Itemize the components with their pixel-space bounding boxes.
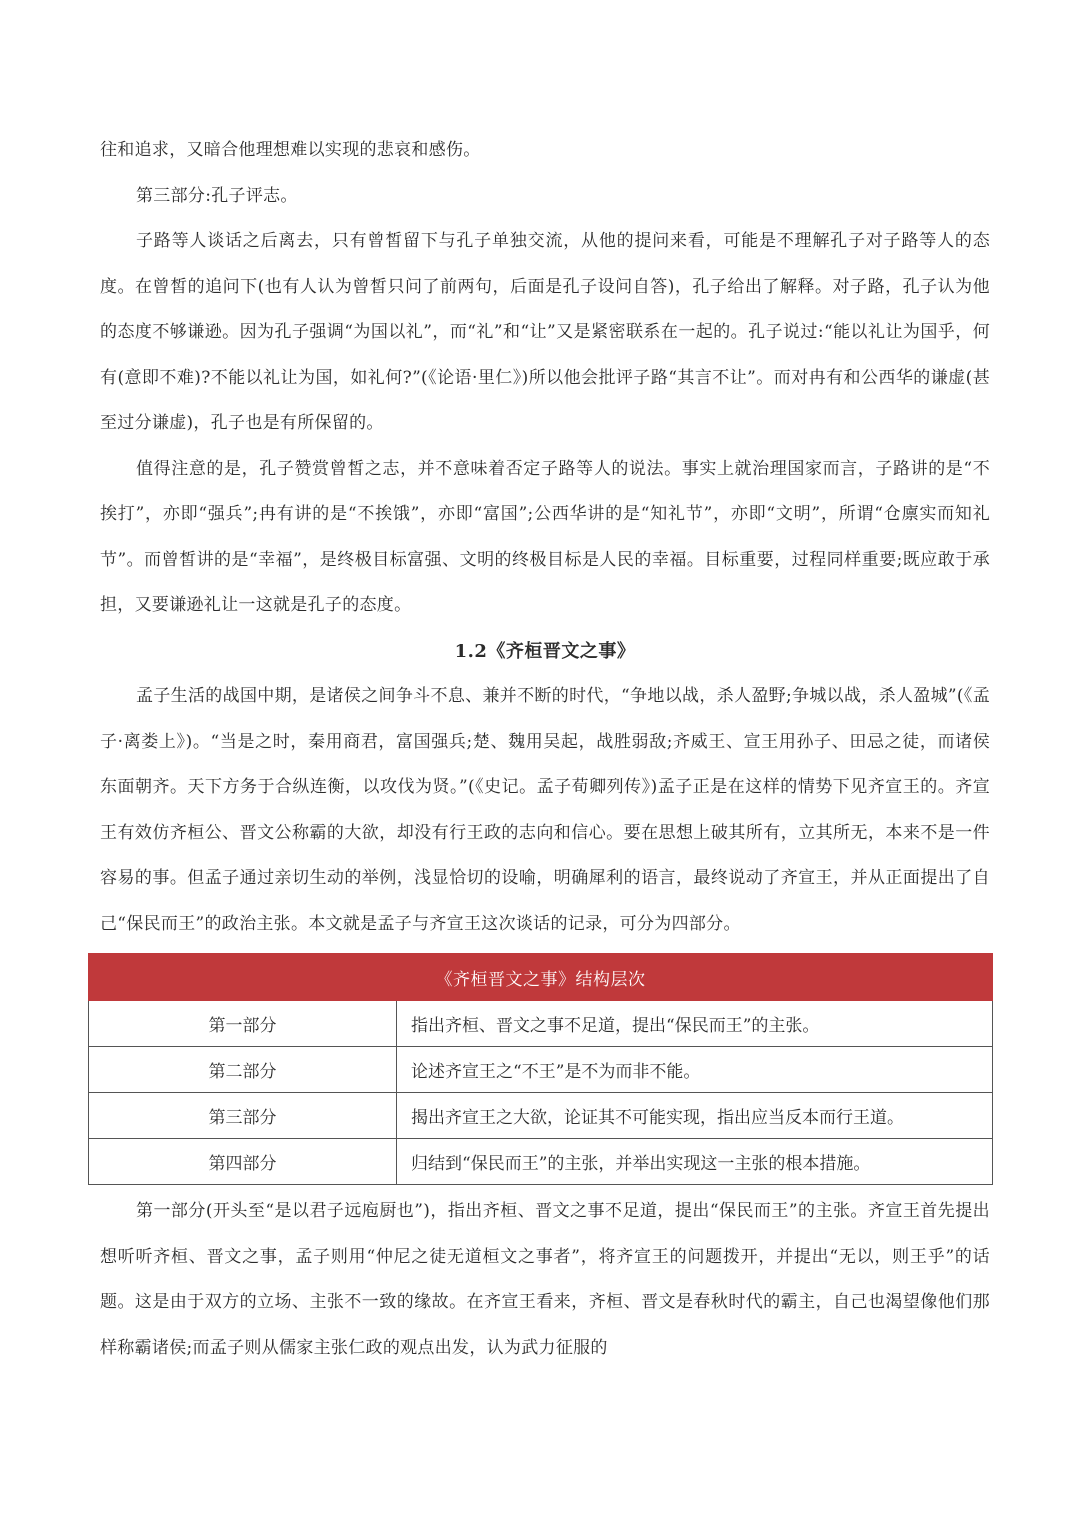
table-row	[89, 1093, 993, 1139]
table-title: 《齐桓晋文之事》结构层次	[89, 954, 993, 1001]
table-row	[89, 1047, 993, 1093]
paragraph-part-three-label: 第三部分:孔子评志。	[136, 185, 298, 206]
table-cell-part: 第一部分	[89, 1001, 397, 1047]
middle-paragraphs	[100, 674, 990, 947]
table-row	[89, 1139, 993, 1185]
table-cell-desc: 归结到“保民而王”的主张，并举出实现这一主张的根本措施。	[397, 1139, 993, 1185]
structure-table	[88, 953, 993, 1185]
table-cell-part: 第四部分	[89, 1139, 397, 1185]
table-cell-part: 第二部分	[89, 1047, 397, 1093]
paragraph-mencius-background: 孟子生活的战国中期，是诸侯之间争斗不息、兼并不断的时代，“争地以战，杀人盈野;争城以战，杀人盈城”(《孟子·离娄上》)。“当是之时，秦用商君，富国强兵;楚、魏用吴起，战胜弱敌;齐威王、宣王用孙子、田忌之徒，而诸侯东面朝齐。天下方务于合纵连衡，以攻伐为贤。”(《史记。孟子荀卿列传》)孟子正是在这样的情势下见齐宣王的。齐宣王有效仿齐桓公、晋文公称霸的大欲，却没有行王政的志向和信心。要在思想上破其所有，立其所无，本来不是一件容易的事。但孟子通过亲切生动的举例，浅显恰切的设喻，明确犀利的语言，最终说动了齐宣王，并从正面提出了自己“保民而王”的政治主张。本文就是孟子与齐宣王这次谈话的记录，可分为四部分。	[100, 686, 990, 934]
top-paragraphs	[100, 128, 990, 629]
table-row	[89, 1001, 993, 1047]
paragraph-zengxi-note: 值得注意的是，孔子赞赏曾皙之志，并不意味着否定子路等人的说法。事实上就治理国家而言，子路讲的是“不挨打”，亦即“强兵”;冉有讲的是“不挨饿”，亦即“富国”;公西华讲的是“知礼节”，亦即“文明”，所谓“仓廪实而知礼节”。而曾皙讲的是“幸福”，是终极目标富强、文明的终极目标是人民的幸福。目标重要，过程同样重要;既应敢于承担，又要谦逊礼让一这就是孔子的态度。	[100, 458, 990, 615]
table-cell-desc: 论述齐宣王之“不王”是不为而非不能。	[397, 1047, 993, 1093]
paragraph-part-one-analysis: 第一部分(开头至“是以君子远庖厨也”)，指出齐桓、晋文之事不足道，提出“保民而王”的主张。齐宣王首先提出想听听齐桓、晋文之事，孟子则用“仲尼之徒无道桓文之事者”，将齐宣王的问题拨开，并提出“无以，则王乎”的话题。这是由于双方的立场、主张不一致的缘故。在齐宣王看来，齐桓、晋文是春秋时代的霸主，自己也渴望像他们那样称霸诸侯;而孟子则从儒家主张仁政的观点出发，认为武力征服的	[100, 1201, 990, 1358]
table-header-row	[89, 954, 993, 1001]
bottom-paragraphs	[100, 1189, 990, 1371]
paragraph-continuation: 往和追求，又暗合他理想难以实现的悲哀和感伤。	[100, 140, 481, 160]
paragraph-zilu-discussion: 子路等人谈话之后离去，只有曾皙留下与孔子单独交流，从他的提问来看，可能是不理解孔子对子路等人的态度。在曾皙的追问下(也有人认为曾皙只问了前两句，后面是孔子设问自答)，孔子给出了解释。对子路，孔子认为他的态度不够谦逊。因为孔子强调“为国以礼”，而“礼”和“让”又是紧密联系在一起的。孔子说过:“能以礼让为国乎，何有(意即不难)?不能以礼让为国，如礼何?”(《论语·里仁》)所以他会批评子路“其言不让”。而对冉有和公西华的谦虚(甚至过分谦虚)，孔子也是有所保留的。	[100, 231, 990, 433]
section-heading: 1.2《齐桓晋文之事》	[454, 640, 636, 662]
table-cell-desc: 指出齐桓、晋文之事不足道，提出“保民而王”的主张。	[397, 1001, 993, 1047]
document-page	[100, 128, 990, 1371]
table-cell-desc: 揭出齐宣王之大欲，论证其不可能实现，指出应当反本而行王道。	[397, 1093, 993, 1139]
table-cell-part: 第三部分	[89, 1093, 397, 1139]
